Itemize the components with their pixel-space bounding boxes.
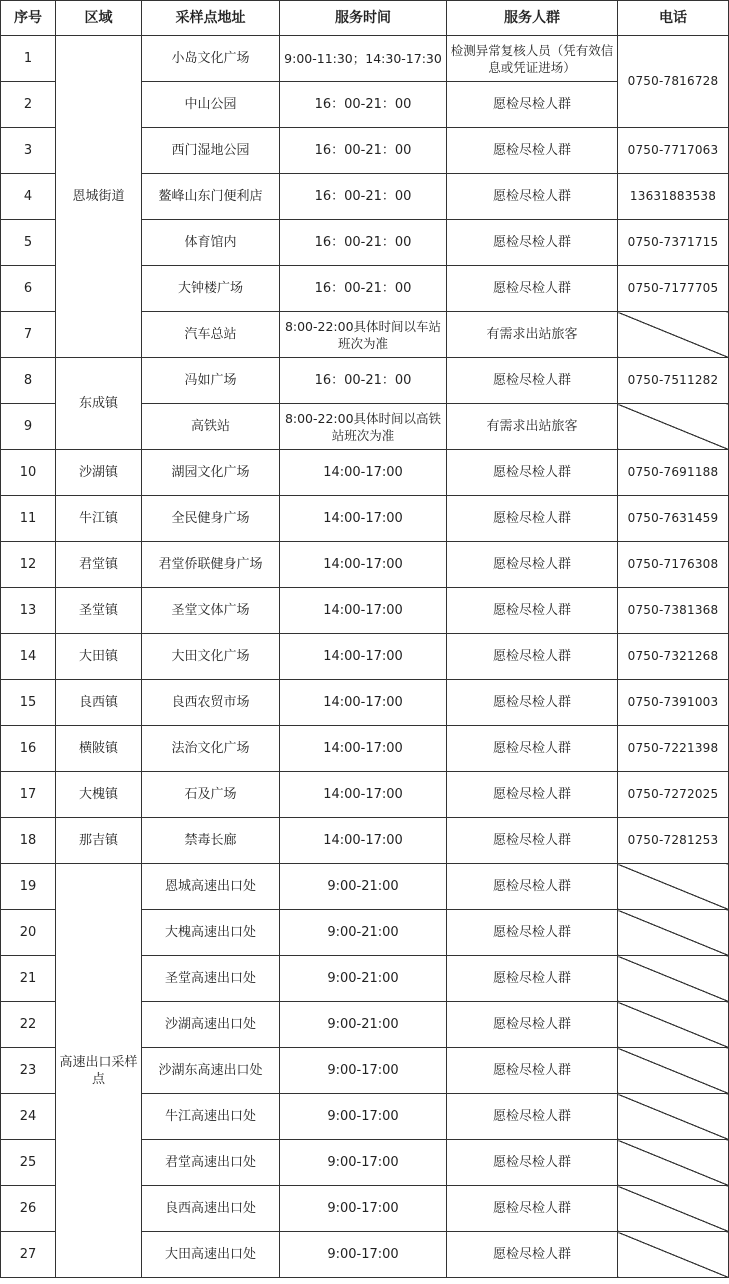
row-no: 20	[1, 910, 56, 956]
crowd-cell: 愿检尽检人群	[447, 358, 618, 404]
time-cell: 14:00-17:00	[280, 818, 447, 864]
site-cell: 君堂侨联健身广场	[142, 542, 280, 588]
region-cell: 沙湖镇	[56, 450, 142, 496]
time-cell: 8:00-22:00具体时间以高铁站班次为准	[280, 404, 447, 450]
crowd-cell: 愿检尽检人群	[447, 1232, 618, 1278]
crowd-cell: 愿检尽检人群	[447, 82, 618, 128]
row-no: 19	[1, 864, 56, 910]
time-cell: 9:00-21:00	[280, 1002, 447, 1048]
row-no: 21	[1, 956, 56, 1002]
crowd-cell: 愿检尽检人群	[447, 496, 618, 542]
row-no: 5	[1, 220, 56, 266]
table-row	[1, 588, 729, 634]
region-cell: 高速出口采样点	[56, 864, 142, 1278]
site-cell: 汽车总站	[142, 312, 280, 358]
table-row	[1, 680, 729, 726]
site-cell: 体育馆内	[142, 220, 280, 266]
crowd-cell: 有需求出站旅客	[447, 312, 618, 358]
time-cell: 14:00-17:00	[280, 542, 447, 588]
crowd-cell: 愿检尽检人群	[447, 588, 618, 634]
empty-phone-cell	[618, 956, 729, 1002]
empty-phone-cell	[618, 1140, 729, 1186]
site-cell: 沙湖高速出口处	[142, 1002, 280, 1048]
table-row	[1, 634, 729, 680]
site-cell: 圣堂高速出口处	[142, 956, 280, 1002]
row-no: 26	[1, 1186, 56, 1232]
row-no: 13	[1, 588, 56, 634]
time-cell: 14:00-17:00	[280, 772, 447, 818]
table-row	[1, 772, 729, 818]
region-cell: 君堂镇	[56, 542, 142, 588]
table-row	[1, 542, 729, 588]
header-region: 区域	[56, 1, 142, 36]
crowd-cell: 愿检尽检人群	[447, 450, 618, 496]
region-cell: 那吉镇	[56, 818, 142, 864]
time-cell: 16：00-21：00	[280, 358, 447, 404]
time-cell: 9:00-17:00	[280, 1232, 447, 1278]
phone-cell: 0750-7176308	[618, 542, 729, 588]
crowd-cell: 愿检尽检人群	[447, 128, 618, 174]
site-cell: 禁毒长廊	[142, 818, 280, 864]
empty-phone-cell	[618, 1186, 729, 1232]
empty-phone-cell	[618, 404, 729, 450]
crowd-cell: 愿检尽检人群	[447, 1186, 618, 1232]
time-cell: 16：00-21：00	[280, 82, 447, 128]
site-cell: 圣堂文体广场	[142, 588, 280, 634]
row-no: 22	[1, 1002, 56, 1048]
crowd-cell: 愿检尽检人群	[447, 542, 618, 588]
crowd-cell: 愿检尽检人群	[447, 1140, 618, 1186]
header-row	[1, 1, 729, 36]
phone-cell: 0750-7391003	[618, 680, 729, 726]
time-cell: 9:00-11:30；14:30-17:30	[280, 36, 447, 82]
row-no: 11	[1, 496, 56, 542]
row-no: 9	[1, 404, 56, 450]
header-crowd: 服务人群	[447, 1, 618, 36]
row-no: 1	[1, 36, 56, 82]
region-cell: 大槐镇	[56, 772, 142, 818]
site-cell: 法治文化广场	[142, 726, 280, 772]
site-cell: 鳌峰山东门便利店	[142, 174, 280, 220]
time-cell: 14:00-17:00	[280, 680, 447, 726]
region-cell: 良西镇	[56, 680, 142, 726]
row-no: 18	[1, 818, 56, 864]
phone-cell: 0750-7321268	[618, 634, 729, 680]
row-no: 17	[1, 772, 56, 818]
phone-cell: 0750-7511282	[618, 358, 729, 404]
table-row	[1, 358, 729, 404]
crowd-cell: 有需求出站旅客	[447, 404, 618, 450]
table-row	[1, 864, 729, 910]
header-phone: 电话	[618, 1, 729, 36]
header-no: 序号	[1, 1, 56, 36]
site-cell: 沙湖东高速出口处	[142, 1048, 280, 1094]
crowd-cell: 检测异常复核人员（凭有效信息或凭证进场）	[447, 36, 618, 82]
site-cell: 大田文化广场	[142, 634, 280, 680]
empty-phone-cell	[618, 1002, 729, 1048]
row-no: 25	[1, 1140, 56, 1186]
site-cell: 良西农贸市场	[142, 680, 280, 726]
site-cell: 恩城高速出口处	[142, 864, 280, 910]
time-cell: 14:00-17:00	[280, 496, 447, 542]
time-cell: 16：00-21：00	[280, 174, 447, 220]
row-no: 15	[1, 680, 56, 726]
table-row	[1, 818, 729, 864]
site-cell: 湖园文化广场	[142, 450, 280, 496]
table-row	[1, 36, 729, 82]
time-cell: 9:00-17:00	[280, 1094, 447, 1140]
row-no: 24	[1, 1094, 56, 1140]
crowd-cell: 愿检尽检人群	[447, 634, 618, 680]
crowd-cell: 愿检尽检人群	[447, 956, 618, 1002]
phone-cell: 0750-7691188	[618, 450, 729, 496]
phone-cell: 0750-7717063	[618, 128, 729, 174]
crowd-cell: 愿检尽检人群	[447, 680, 618, 726]
crowd-cell: 愿检尽检人群	[447, 864, 618, 910]
crowd-cell: 愿检尽检人群	[447, 174, 618, 220]
phone-cell: 13631883538	[618, 174, 729, 220]
phone-cell: 0750-7816728	[618, 36, 729, 128]
row-no: 10	[1, 450, 56, 496]
site-cell: 高铁站	[142, 404, 280, 450]
crowd-cell: 愿检尽检人群	[447, 726, 618, 772]
region-cell: 恩城街道	[56, 36, 142, 358]
time-cell: 9:00-21:00	[280, 864, 447, 910]
region-cell: 圣堂镇	[56, 588, 142, 634]
time-cell: 16：00-21：00	[280, 220, 447, 266]
region-cell: 牛江镇	[56, 496, 142, 542]
phone-cell: 0750-7371715	[618, 220, 729, 266]
header-time: 服务时间	[280, 1, 447, 36]
empty-phone-cell	[618, 864, 729, 910]
site-cell: 君堂高速出口处	[142, 1140, 280, 1186]
row-no: 2	[1, 82, 56, 128]
site-cell: 良西高速出口处	[142, 1186, 280, 1232]
region-cell: 大田镇	[56, 634, 142, 680]
empty-phone-cell	[618, 1232, 729, 1278]
row-no: 6	[1, 266, 56, 312]
time-cell: 8:00-22:00具体时间以车站班次为准	[280, 312, 447, 358]
crowd-cell: 愿检尽检人群	[447, 818, 618, 864]
time-cell: 14:00-17:00	[280, 726, 447, 772]
phone-cell: 0750-7177705	[618, 266, 729, 312]
time-cell: 14:00-17:00	[280, 634, 447, 680]
phone-cell: 0750-7381368	[618, 588, 729, 634]
crowd-cell: 愿检尽检人群	[447, 772, 618, 818]
row-no: 16	[1, 726, 56, 772]
row-no: 23	[1, 1048, 56, 1094]
row-no: 8	[1, 358, 56, 404]
empty-phone-cell	[618, 1048, 729, 1094]
site-cell: 牛江高速出口处	[142, 1094, 280, 1140]
header-site: 采样点地址	[142, 1, 280, 36]
crowd-cell: 愿检尽检人群	[447, 1094, 618, 1140]
phone-cell: 0750-7631459	[618, 496, 729, 542]
row-no: 12	[1, 542, 56, 588]
time-cell: 16：00-21：00	[280, 128, 447, 174]
crowd-cell: 愿检尽检人群	[447, 910, 618, 956]
phone-cell: 0750-7281253	[618, 818, 729, 864]
time-cell: 14:00-17:00	[280, 450, 447, 496]
row-no: 27	[1, 1232, 56, 1278]
crowd-cell: 愿检尽检人群	[447, 220, 618, 266]
time-cell: 9:00-17:00	[280, 1186, 447, 1232]
site-cell: 中山公园	[142, 82, 280, 128]
site-cell: 大钟楼广场	[142, 266, 280, 312]
crowd-cell: 愿检尽检人群	[447, 1002, 618, 1048]
empty-phone-cell	[618, 910, 729, 956]
time-cell: 9:00-17:00	[280, 1140, 447, 1186]
site-cell: 大田高速出口处	[142, 1232, 280, 1278]
table-row	[1, 496, 729, 542]
phone-cell: 0750-7272025	[618, 772, 729, 818]
region-cell: 东成镇	[56, 358, 142, 450]
time-cell: 9:00-21:00	[280, 956, 447, 1002]
row-no: 4	[1, 174, 56, 220]
time-cell: 9:00-17:00	[280, 1048, 447, 1094]
site-cell: 冯如广场	[142, 358, 280, 404]
empty-phone-cell	[618, 1094, 729, 1140]
time-cell: 14:00-17:00	[280, 588, 447, 634]
site-cell: 西门湿地公园	[142, 128, 280, 174]
row-no: 7	[1, 312, 56, 358]
table-row	[1, 726, 729, 772]
region-cell: 横陂镇	[56, 726, 142, 772]
row-no: 3	[1, 128, 56, 174]
row-no: 14	[1, 634, 56, 680]
crowd-cell: 愿检尽检人群	[447, 266, 618, 312]
time-cell: 16：00-21：00	[280, 266, 447, 312]
time-cell: 9:00-21:00	[280, 910, 447, 956]
site-cell: 石及广场	[142, 772, 280, 818]
table-row	[1, 450, 729, 496]
site-cell: 小岛文化广场	[142, 36, 280, 82]
phone-cell: 0750-7221398	[618, 726, 729, 772]
crowd-cell: 愿检尽检人群	[447, 1048, 618, 1094]
site-cell: 全民健身广场	[142, 496, 280, 542]
site-cell: 大槐高速出口处	[142, 910, 280, 956]
empty-phone-cell	[618, 312, 729, 358]
